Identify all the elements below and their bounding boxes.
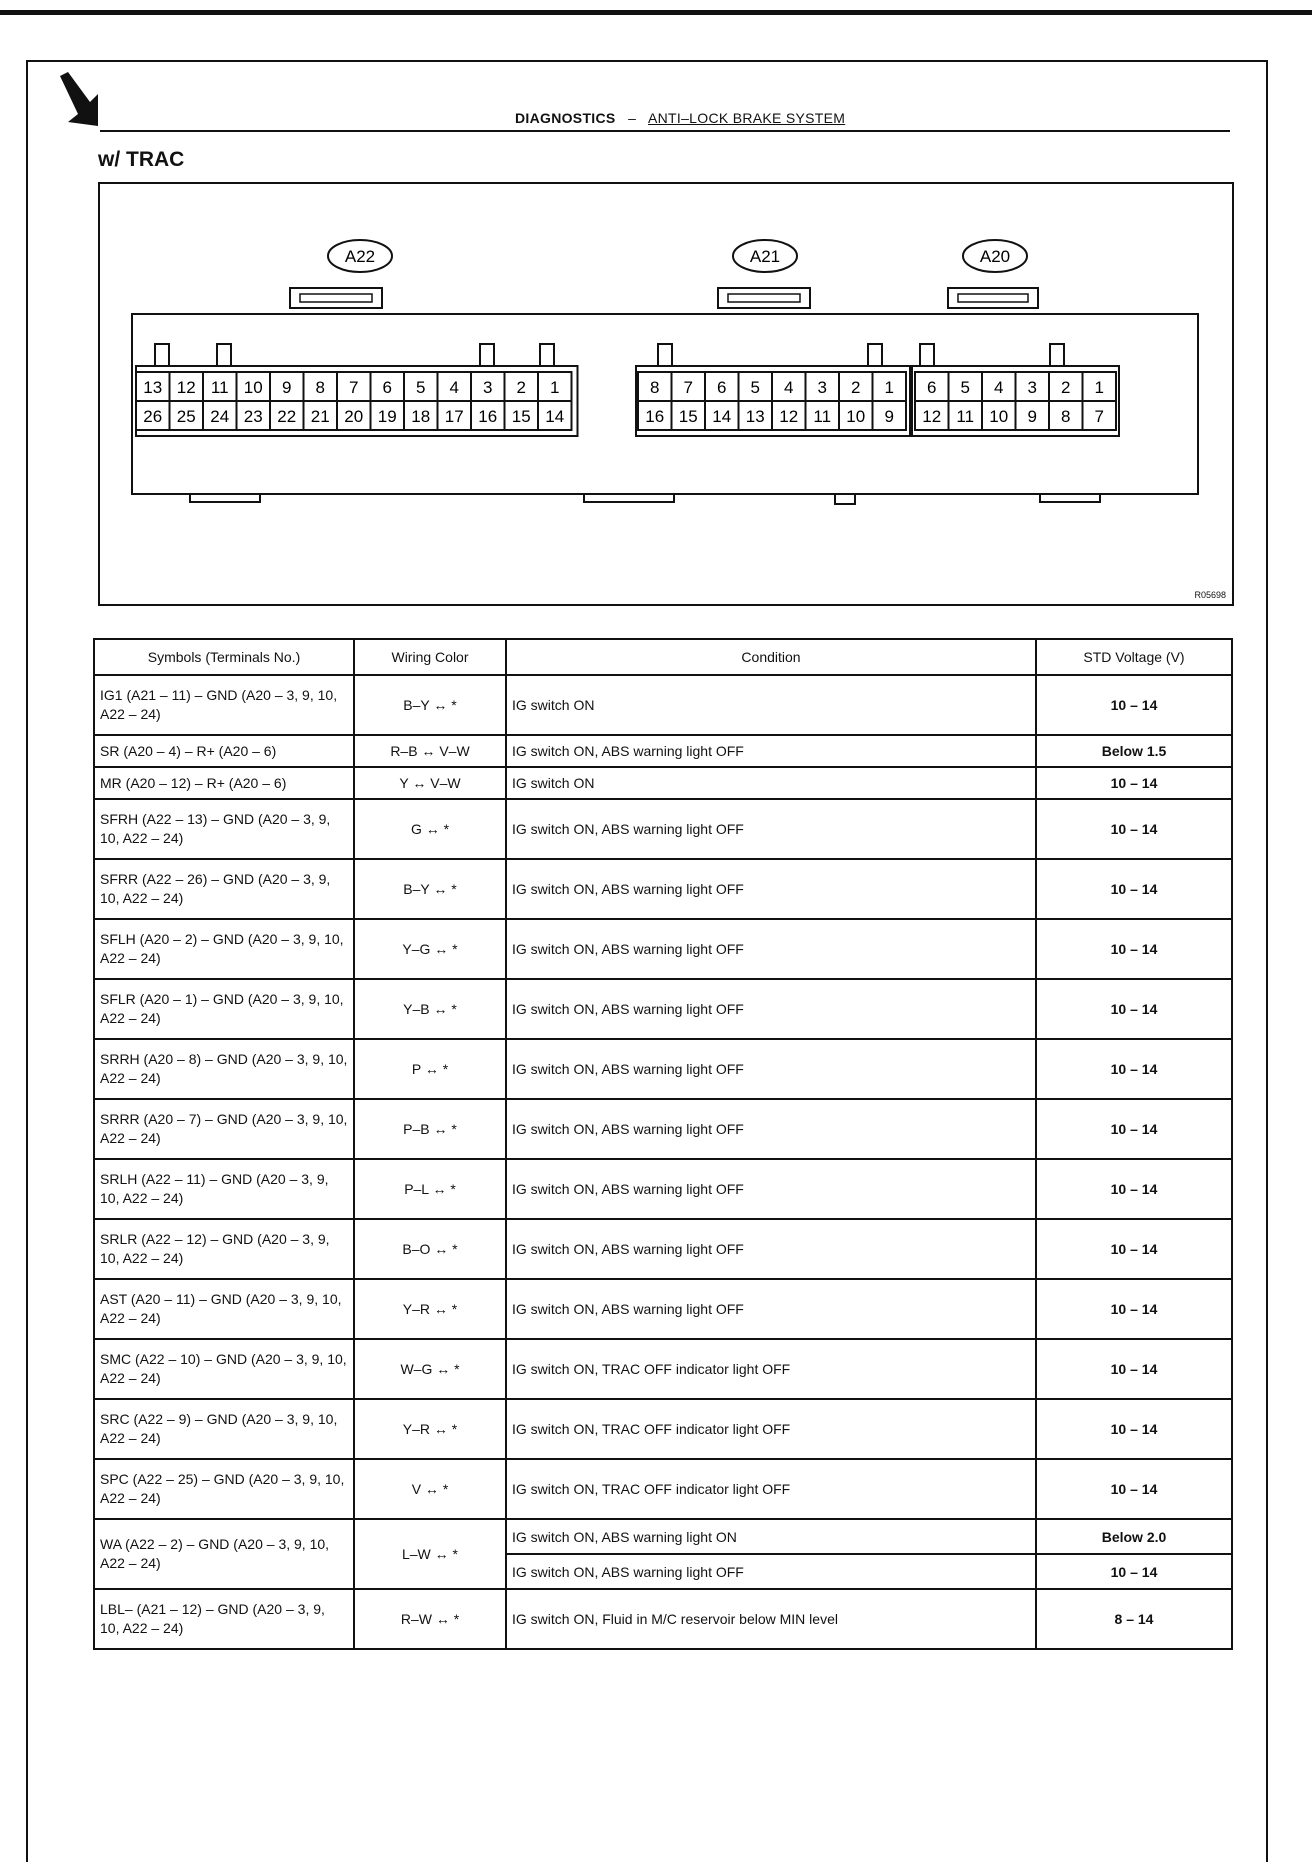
symbol-cell: IG1 (A21 – 11) – GND (A20 – 3, 9, 10, A22 – 24) — [94, 675, 354, 735]
symbol-cell: SRC (A22 – 9) – GND (A20 – 3, 9, 10, A22 – 24) — [94, 1399, 354, 1459]
condition-cell: IG switch ON, ABS warning light OFF — [506, 799, 1036, 859]
terminal-number: 12 — [779, 407, 799, 426]
symbol-cell: SFLH (A20 – 2) – GND (A20 – 3, 9, 10, A22 – 24) — [94, 919, 354, 979]
symbol-cell: SFRH (A22 – 13) – GND (A20 – 3, 9, 10, A22 – 24) — [94, 799, 354, 859]
connector-latch — [290, 288, 382, 308]
housing-tab — [1040, 494, 1100, 502]
voltage-cell: 10 – 14 — [1036, 1039, 1232, 1099]
connector-key — [1050, 344, 1064, 366]
terminal-number: 17 — [444, 407, 464, 426]
terminal-number: 16 — [478, 407, 498, 426]
terminal-number: 8 — [650, 378, 660, 397]
header-section: DIAGNOSTICS — [515, 110, 616, 126]
voltage-cell: 10 – 14 — [1036, 859, 1232, 919]
terminal-number: 9 — [884, 407, 894, 426]
condition-cell: IG switch ON, ABS warning light OFF — [506, 979, 1036, 1039]
condition-cell: IG switch ON, ABS warning light OFF — [506, 735, 1036, 767]
connector-label: A21 — [749, 247, 781, 266]
terminal-number: 9 — [1027, 407, 1037, 426]
connector-key — [155, 344, 169, 366]
terminal-number: 4 — [784, 378, 794, 397]
condition-cell: IG switch ON, ABS warning light OFF — [506, 1099, 1036, 1159]
housing-tab — [835, 494, 855, 504]
terminal-number: 1 — [1094, 378, 1104, 397]
wiring-color-cell: P ↔ * — [354, 1039, 506, 1099]
condition-cell: IG switch ON, ABS warning light OFF — [506, 919, 1036, 979]
condition-cell: IG switch ON, TRAC OFF indicator light OFF — [506, 1339, 1036, 1399]
voltage-cell: 10 – 14 — [1036, 919, 1232, 979]
wiring-color-cell: G ↔ * — [354, 799, 506, 859]
voltage-cell: 10 – 14 — [1036, 1459, 1232, 1519]
condition-cell: IG switch ON, TRAC OFF indicator light OFF — [506, 1399, 1036, 1459]
connector-key — [658, 344, 672, 366]
wiring-color-cell: Y–B ↔ * — [354, 979, 506, 1039]
header-wiring-color: Wiring Color — [354, 639, 506, 675]
header-condition: Condition — [506, 639, 1036, 675]
connector-svg — [100, 184, 1232, 604]
terminal-number: 4 — [994, 378, 1004, 397]
table-header-row — [94, 639, 1232, 675]
terminal-number: 11 — [210, 378, 229, 397]
table-row — [94, 1519, 1232, 1554]
wiring-color-cell: P–L ↔ * — [354, 1159, 506, 1219]
header-std-voltage: STD Voltage (V) — [1036, 639, 1232, 675]
condition-cell: IG switch ON, ABS warning light OFF — [506, 1219, 1036, 1279]
terminal-number: 11 — [956, 407, 975, 426]
housing-tab — [190, 494, 260, 502]
terminal-number: 24 — [210, 407, 230, 426]
voltage-cell: Below 1.5 — [1036, 735, 1232, 767]
table-row — [94, 1459, 1232, 1519]
connector-latch — [718, 288, 810, 308]
connector-latch-slot — [958, 294, 1028, 302]
voltage-cell: 10 – 14 — [1036, 1399, 1232, 1459]
header-dash: – — [628, 110, 637, 126]
top-rule — [0, 10, 1312, 15]
housing-tab — [584, 494, 674, 502]
terminal-number: 4 — [449, 378, 459, 397]
wiring-color-cell: L–W ↔ * — [354, 1519, 506, 1589]
terminal-number: 3 — [483, 378, 493, 397]
table-row — [94, 799, 1232, 859]
terminal-number: 10 — [846, 407, 866, 426]
table-row — [94, 767, 1232, 799]
condition-cell: IG switch ON, ABS warning light OFF — [506, 859, 1036, 919]
table-row — [94, 1219, 1232, 1279]
wiring-color-cell: B–O ↔ * — [354, 1219, 506, 1279]
table-row — [94, 919, 1232, 979]
header-system: ANTI–LOCK BRAKE SYSTEM — [648, 110, 846, 126]
connector-key — [480, 344, 494, 366]
terminal-number: 5 — [960, 378, 970, 397]
table-row — [94, 859, 1232, 919]
voltage-cell: Below 2.0 — [1036, 1519, 1232, 1554]
terminal-number: 6 — [717, 378, 727, 397]
terminal-number: 16 — [645, 407, 665, 426]
table-row — [94, 675, 1232, 735]
terminal-number: 9 — [282, 378, 292, 397]
terminal-number: 7 — [1094, 407, 1104, 426]
terminal-number: 22 — [277, 407, 297, 426]
table-row — [94, 1039, 1232, 1099]
terminal-number: 14 — [712, 407, 732, 426]
page-header — [100, 106, 1230, 132]
table-row — [94, 1399, 1232, 1459]
connector-latch-slot — [728, 294, 800, 302]
voltage-cell: 10 – 14 — [1036, 1159, 1232, 1219]
terminal-number: 3 — [817, 378, 827, 397]
terminal-number: 8 — [315, 378, 325, 397]
wiring-color-cell: B–Y ↔ * — [354, 675, 506, 735]
wiring-color-cell: R–B ↔ V–W — [354, 735, 506, 767]
voltage-cell: 10 – 14 — [1036, 1554, 1232, 1589]
voltage-cell: 10 – 14 — [1036, 1219, 1232, 1279]
terminal-number: 13 — [143, 378, 163, 397]
terminal-number: 11 — [813, 407, 832, 426]
table-row — [94, 1589, 1232, 1649]
table-row — [94, 1339, 1232, 1399]
symbol-cell: MR (A20 – 12) – R+ (A20 – 6) — [94, 767, 354, 799]
voltage-cell: 10 – 14 — [1036, 979, 1232, 1039]
symbol-cell: AST (A20 – 11) – GND (A20 – 3, 9, 10, A22 – 24) — [94, 1279, 354, 1339]
terminal-number: 8 — [1061, 407, 1071, 426]
terminal-number: 19 — [377, 407, 397, 426]
connector-key — [920, 344, 934, 366]
terminal-number: 25 — [176, 407, 196, 426]
table-row — [94, 735, 1232, 767]
terminal-number: 12 — [922, 407, 942, 426]
wiring-color-cell: W–G ↔ * — [354, 1339, 506, 1399]
terminal-number: 7 — [683, 378, 693, 397]
condition-cell: IG switch ON, ABS warning light OFF — [506, 1039, 1036, 1099]
terminal-number: 3 — [1027, 378, 1037, 397]
terminal-number: 10 — [243, 378, 263, 397]
voltage-cell: 10 – 14 — [1036, 767, 1232, 799]
symbol-cell: WA (A22 – 2) – GND (A20 – 3, 9, 10, A22 – 24) — [94, 1519, 354, 1589]
table-body — [94, 675, 1232, 1649]
terminal-number: 10 — [989, 407, 1009, 426]
wiring-color-cell: Y ↔ V–W — [354, 767, 506, 799]
terminal-number: 23 — [243, 407, 263, 426]
terminal-number: 20 — [344, 407, 364, 426]
voltage-cell: 10 – 14 — [1036, 799, 1232, 859]
voltage-cell: 10 – 14 — [1036, 675, 1232, 735]
connector-latch — [948, 288, 1038, 308]
wiring-color-cell: Y–R ↔ * — [354, 1399, 506, 1459]
symbol-cell: SMC (A22 – 10) – GND (A20 – 3, 9, 10, A22 – 24) — [94, 1339, 354, 1399]
terminal-number: 2 — [1061, 378, 1071, 397]
figure-code: R05698 — [1194, 590, 1226, 600]
table-row — [94, 1279, 1232, 1339]
wiring-color-cell: B–Y ↔ * — [354, 859, 506, 919]
terminal-number: 6 — [382, 378, 392, 397]
symbol-cell: SRRR (A20 – 7) – GND (A20 – 3, 9, 10, A22 – 24) — [94, 1099, 354, 1159]
terminal-number: 21 — [310, 407, 330, 426]
terminal-number: 1 — [884, 378, 894, 397]
condition-cell: IG switch ON, ABS warning light OFF — [506, 1279, 1036, 1339]
terminal-number: 1 — [550, 378, 560, 397]
terminal-number: 2 — [516, 378, 526, 397]
terminal-number: 2 — [851, 378, 861, 397]
terminal-number: 5 — [750, 378, 760, 397]
terminal-number: 13 — [745, 407, 765, 426]
wiring-color-cell: Y–G ↔ * — [354, 919, 506, 979]
symbol-cell: SR (A20 – 4) – R+ (A20 – 6) — [94, 735, 354, 767]
terminal-number: 7 — [349, 378, 359, 397]
condition-cell: IG switch ON — [506, 675, 1036, 735]
wiring-color-cell: Y–R ↔ * — [354, 1279, 506, 1339]
terminal-number: 15 — [511, 407, 531, 426]
connector-diagram — [98, 182, 1234, 606]
wiring-color-cell: V ↔ * — [354, 1459, 506, 1519]
condition-cell: IG switch ON, ABS warning light OFF — [506, 1159, 1036, 1219]
connector-key — [217, 344, 231, 366]
symbol-cell: SFLR (A20 – 1) – GND (A20 – 3, 9, 10, A22 – 24) — [94, 979, 354, 1039]
header-symbols: Symbols (Terminals No.) — [94, 639, 354, 675]
terminal-number: 18 — [411, 407, 431, 426]
voltage-cell: 10 – 14 — [1036, 1339, 1232, 1399]
connector-key — [868, 344, 882, 366]
condition-cell: IG switch ON, ABS warning light OFF — [506, 1554, 1036, 1589]
table-row — [94, 1159, 1232, 1219]
symbol-cell: LBL– (A21 – 12) – GND (A20 – 3, 9, 10, A22 – 24) — [94, 1589, 354, 1649]
symbol-cell: SRLR (A22 – 12) – GND (A20 – 3, 9, 10, A22 – 24) — [94, 1219, 354, 1279]
connector-latch-slot — [300, 294, 372, 302]
terminal-spec-table — [93, 638, 1233, 1650]
table-row — [94, 979, 1232, 1039]
condition-cell: IG switch ON — [506, 767, 1036, 799]
voltage-cell: 10 – 14 — [1036, 1099, 1232, 1159]
symbol-cell: SRLH (A22 – 11) – GND (A20 – 3, 9, 10, A22 – 24) — [94, 1159, 354, 1219]
wiring-color-cell: R–W ↔ * — [354, 1589, 506, 1649]
terminal-number: 5 — [416, 378, 426, 397]
table-row — [94, 1099, 1232, 1159]
condition-cell: IG switch ON, ABS warning light ON — [506, 1519, 1036, 1554]
connector-label: A20 — [979, 247, 1011, 266]
voltage-cell: 10 – 14 — [1036, 1279, 1232, 1339]
terminal-number: 26 — [143, 407, 163, 426]
wiring-color-cell: P–B ↔ * — [354, 1099, 506, 1159]
symbol-cell: SRRH (A20 – 8) – GND (A20 – 3, 9, 10, A22 – 24) — [94, 1039, 354, 1099]
terminal-number: 12 — [176, 378, 196, 397]
voltage-cell: 8 – 14 — [1036, 1589, 1232, 1649]
condition-cell: IG switch ON, TRAC OFF indicator light OFF — [506, 1459, 1036, 1519]
symbol-cell: SFRR (A22 – 26) – GND (A20 – 3, 9, 10, A22 – 24) — [94, 859, 354, 919]
connector-key — [540, 344, 554, 366]
condition-cell: IG switch ON, Fluid in M/C reservoir below MIN level — [506, 1589, 1036, 1649]
connector-label: A22 — [344, 247, 376, 266]
terminal-number: 6 — [927, 378, 937, 397]
terminal-number: 14 — [545, 407, 565, 426]
symbol-cell: SPC (A22 – 25) – GND (A20 – 3, 9, 10, A22 – 24) — [94, 1459, 354, 1519]
section-subtitle: w/ TRAC — [98, 148, 185, 171]
terminal-number: 15 — [678, 407, 698, 426]
